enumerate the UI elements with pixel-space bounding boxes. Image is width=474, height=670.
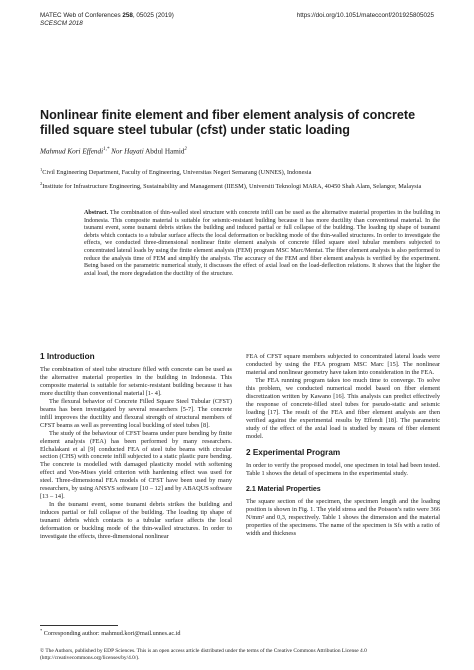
copyright-notice: © The Authors, published by EDP Sciences. This is an open access article distributed under the terms of the Creative Commons Attribution License 4.0 (http://creativecommons.org/licenses/by/4.0/). (40, 648, 367, 661)
running-header (40, 12, 174, 27)
abstract (84, 210, 440, 278)
affiliation-1 (40, 166, 440, 177)
right-paragraph-2: The FEA running program takes too much time to converge. To solve this problem, we conducted numerical model based on fiber element discretization written by Kawano [16]. This analysis can predict effectively the response of concrete-filled steel tubes for pseudo-static and seismic loading [17]. The result of the FEA and fiber element analysis are then verified against the experimental results by Effendi [18]. The parametric study of the effect of the axial load is studied by means of fiber element model. (246, 376, 440, 440)
author-2-italic: Nor Hayati (111, 147, 144, 156)
abstract-text: The combination of thin-walled steel structure with concrete infill can be used as the alternative material properties in the building in Indonesia. This composite material is suitable for seismic-resistant building because it has more ductility than conventional material. In the tsunami event, some tsunami debris strikes the building and induced partial or full collapse of the building. The loading tip shape of tsunami debris which contacts to a tubular surface affects the local deformation or buckling mode of the thin-walled structures. In order to investigate the effects, we conducted three-dimensional nonlinear finite element analysis of concrete filled square steel tubular members subjected to concentrated lateral loads by using the finite element analysis (FEM) program MSC Marc/Mentat. The fiber element analysis is also performed to reduce the analysis time of FEM and simplify the analysis. The accuracy of the FEM and fiber element analysis is verified by the experiment. Being based on the parametric numerical study, it discusses the effect of axial load on the load-deflection relations. It shows that the higher the axial load, the more degradation the ductility of the structure. (84, 210, 440, 277)
journal-volume: 258 (122, 12, 133, 19)
affiliation-2-text: Institute for Infrastructure Engineering, Sustainability and Management (IIESM), Universiti Teknologi MARA, 40450 Shah Alam, Selangor, Malaysia (42, 183, 422, 191)
intro-paragraph-2: The flexural behavior of Concrete Filled Square Steel Tubular (CFST) beams has been investigated by several researchers [5-7]. The concrete infill improves the ductility and flexural strength of structural members of CFST beams as well as preventing local buckling of steel tubes [8]. (40, 397, 232, 429)
section-2-1-heading: 2.1 Material Properties (246, 486, 321, 494)
affiliation-1-number: 1 (40, 167, 43, 172)
author-2-name: Abdul Hamid (143, 147, 185, 156)
intro-paragraph-3: The study of the behaviour of CFST beams under pure bending by finite element analysis (FEA) has been performed by many researchers. Elchalakani et al [9] conducted FEA of steel tube beams with circular section (CHS) with concrete infill subjected to a static plastic pure bending. The concrete is modelled with damaged plasticity model with softening effect and Von-Mises yield criterion with hardening effect was used for steel. Three-dimensional FEA models of CFST have been used by many researchers, by using ANSYS software [10 – 12] and by ABAQUS software [13 – 14]. (40, 429, 232, 501)
section-1-heading: 1 Introduction (40, 352, 95, 361)
paper-title: Nonlinear finite element and fiber element analysis of concrete filled square steel tubular (cfst) under static loading (40, 108, 416, 137)
affiliation-2-number: 2 (40, 181, 43, 186)
affiliation-2 (40, 180, 440, 191)
author-1-affil: 1,* (103, 147, 110, 152)
conference-name: SCESCM 2018 (40, 19, 83, 27)
footnote (40, 628, 180, 637)
section-2-text: In order to verify the proposed model, one specimen in total had been tested. Table 1 shows the detail of specimens in the experimental study. (246, 462, 440, 478)
author-list (40, 147, 187, 155)
section-2-1-text: The square section of the specimen, the specimen length and the loading position is shown in Fig. 1. The yield stress and the Poisson’s ratio were 366 N/mm² and 0,3, respectively. Table 1 shows the dimension and the material properties of the specimens. The name of the specimen is Sfs with a ratio of width and thickness (246, 498, 440, 538)
footnote-text: Corresponding author: mahmud.kori@mail.unnes.ac.id (42, 630, 181, 638)
right-paragraph-1: FEA of CFST square members subjected to concentrated lateral loads were conducted by using the FEA program MSC Marc [15]. The nonlinear material and nonlinear geometry have taken into consideration in the FEA. (246, 353, 440, 376)
article-number: , 05025 (2019) (132, 12, 174, 19)
abstract-label: Abstract. (84, 210, 109, 216)
footnote-marker: * (40, 628, 43, 633)
left-column (40, 366, 232, 541)
affiliation-1-text: Civil Engineering Department, Faculty of Engineering, Universitas Negeri Semarang (UNNES), Indonesia (42, 169, 312, 177)
right-column (246, 353, 440, 538)
author-2-affil: 2 (184, 147, 187, 152)
journal-name: MATEC Web of Conferences (40, 12, 121, 19)
footnote-rule (40, 625, 118, 626)
section-2-heading: 2 Experimental Program (246, 448, 341, 458)
doi-link[interactable]: https://doi.org/10.1051/matecconf/201925805025 (296, 12, 434, 19)
intro-paragraph-4: In the tsunami event, some tsunami debris strikes the building and induces partial or full collapse of the building. The loading tip shape of tsunami debris which contacts to a tubular surface affects the local deformation or buckling mode of the thin-walled structures. In order to investigate the effects, three-dimensional nonlinear (40, 501, 232, 541)
author-1: Mahmud Kori Effendi (40, 147, 104, 156)
journal-line (40, 12, 174, 20)
intro-paragraph-1: The combination of steel tube structure filled with concrete can be used as the alternative material properties in the building in Indonesia. This composite material is suitable for seismic-resistant building because it has more ductility than conventional material [1- 4]. (40, 366, 232, 397)
